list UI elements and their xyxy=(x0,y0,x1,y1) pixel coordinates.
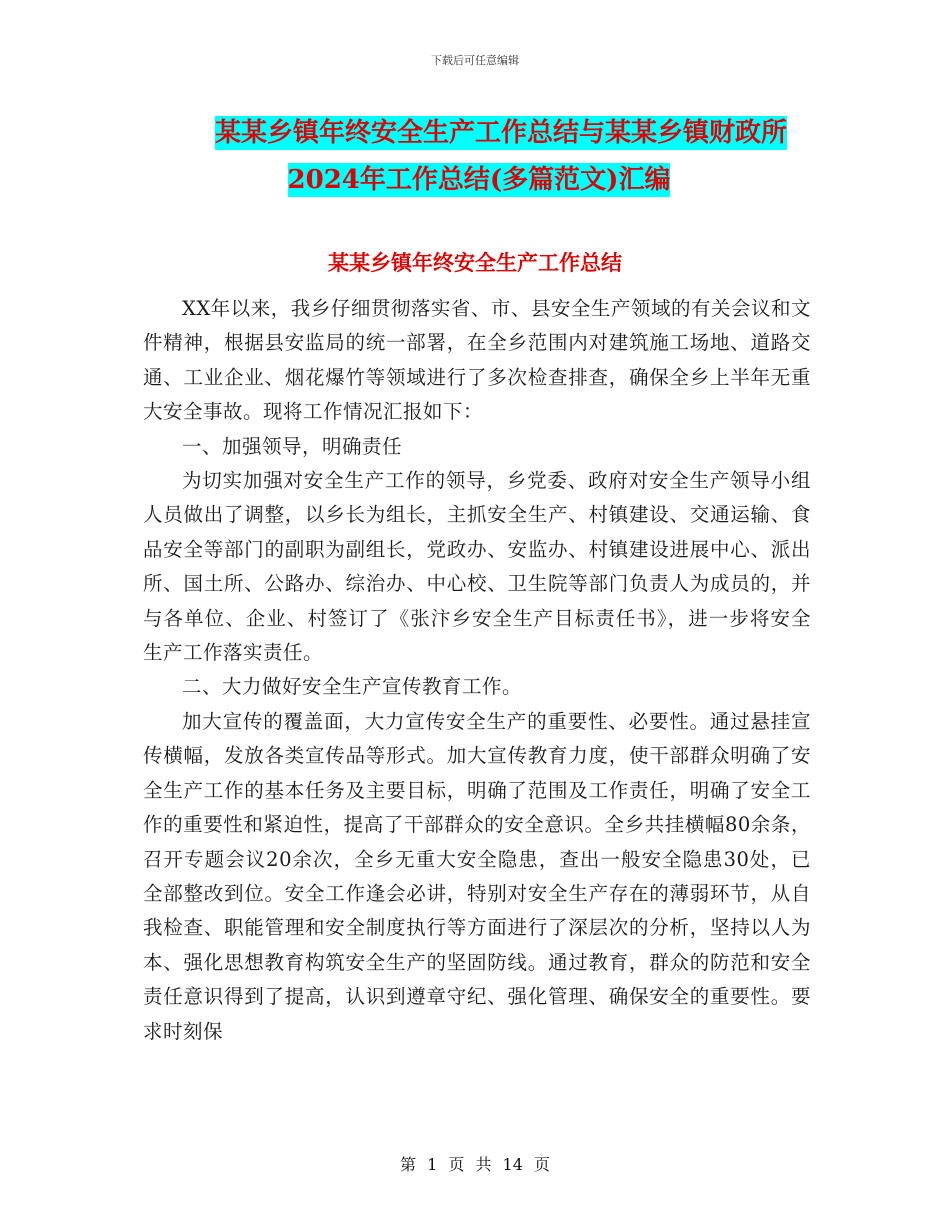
title-line-1-text: 某某乡镇年终安全生产工作总结与某某乡镇财政所 xyxy=(214,118,787,148)
document-title-line-1 xyxy=(0,110,950,157)
heading-publicity: 二、大力做好安全生产宣传教育工作。 xyxy=(182,675,523,699)
document-title xyxy=(0,110,950,204)
paragraph-publicity: 加大宣传的覆盖面，大力宣传安全生产的重要性、必要性。通过悬挂宣传横幅，发放各类宣传品等形式。加大宣传教育力度，使干部群众明确了安全生产工作的基本任务及主要目标，明确了范围及工作责任，明确了安全工作的重要性和紧迫性，提高了干部群众的安全意识。全乡共挂横幅80余条，召开专题会议20余次，全乡无重大安全隐患，查出一般安全隐患30处，已全部整改到位。安全工作逢会必讲，特别对安全生产存在的薄弱环节，从自我检查、职能管理和安全制度执行等方面进行了深层次的分析，坚持以人为本、强化思想教育构筑安全生产的坚固防线。通过教育，群众的防范和安全责任意识得到了提高，认识到遵章守纪、强化管理、确保安全的重要性。要求时刻保 xyxy=(143,709,811,1043)
document-body xyxy=(143,292,811,1049)
section-title: 某某乡镇年终安全生产工作总结 xyxy=(328,250,622,275)
document-title-line-2 xyxy=(0,157,950,204)
page-footer-number: 第 1 页 共 14 页 xyxy=(400,1155,550,1174)
title-line-2-text: 2024年工作总结(多篇范文)汇编 xyxy=(287,165,671,195)
page-header-note: 下载后可任意编辑 xyxy=(431,54,519,67)
paragraph-intro: XX年以来，我乡仔细贯彻落实省、市、县安全生产领域的有关会议和文件精神，根据县安监局的统一部署，在全乡范围内对建筑施工场地、道路交通、工业企业、烟花爆竹等领域进行了多次检查排查，确保全乡上半年无重大安全事故。现将工作情况汇报如下： xyxy=(143,297,811,424)
heading-leadership: 一、加强领导，明确责任 xyxy=(182,434,403,458)
paragraph-leadership: 为切实加强对安全生产工作的领导，乡党委、政府对安全生产领导小组人员做出了调整，以乡长为组长，主抓安全生产、村镇建设、交通运输、食品安全等部门的副职为副组长，党政办、安监办、村镇建设进展中心、派出所、国土所、公路办、综治办、中心校、卫生院等部门负责人为成员的，并与各单位、企业、村签订了《张汴乡安全生产目标责任书》，进一步将安全生产工作落实责任。 xyxy=(143,469,811,665)
